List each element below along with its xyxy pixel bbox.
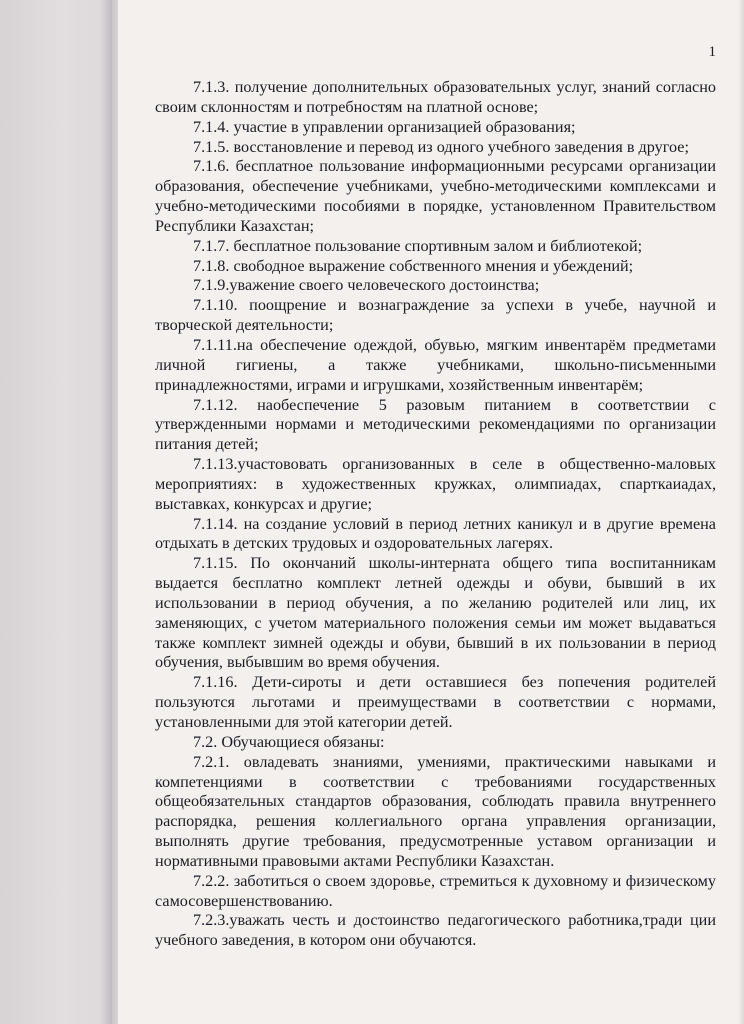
paragraph-7-1-14: 7.1.14. на создание условий в период летних каникул и в другие времена отдыхать в детских трудовых и оздоровательных лагерях. xyxy=(155,514,716,553)
paragraph-7-2-2: 7.2.2. заботиться о своем здоровье, стремиться к духовному и физическому самосовершенствованию. xyxy=(155,871,716,910)
paragraph-7-1-7: 7.1.7. бесплатное пользование спортивным залом и библиотекой; xyxy=(193,236,643,255)
paragraph-7-1-9: 7.1.9.уважение своего человеческого достоинства; xyxy=(193,276,540,295)
paragraph-7-2-1: 7.2.1. овладевать знаниями, умениями, практическими навыками и компетенциями в соответствии с требованиями государственных общеобязательных стандартов образования, соблюдать правила внутреннего распорядка, решения коллегиального органа управления организации, выполнять другие требования, предусмотренные уставом организации и нормативными правовыми актами Республики Казахстан. xyxy=(155,752,716,870)
paragraph-7-1-13: 7.1.13.участововать организованных в селе в общественно-маловых мероприятиях: в художественных кружках, олимпиадах, спарткаиадах, выставках, конкурсах и другие; xyxy=(155,455,716,513)
paragraph-7-1-8: 7.1.8. свободное выражение собственного мнения и убеждений; xyxy=(193,256,634,275)
paragraph-7-1-16: 7.1.16. Дети-сироты и дети оставшиеся без попечения родителей пользуются льготами и преимуществами в соответствии с нормами, установленными для этой категории детей. xyxy=(155,673,716,731)
paragraph-7-1-11: 7.1.11.на обеспечение одеждой, обувью, мягким инвентарём предметами личной гигиены, а также учебниками, школьно-письменными принадлежностями, играми и игрушками, хозяйственным инвентарём; xyxy=(155,335,716,394)
paragraph-7-1-6: 7.1.6. бесплатное пользование информационными ресурсами организации образования, обеспечение учебниками, учебно-методическими комплексами и учебно-методическими пособиями в порядке, установленном Правительством Республики Казахстан; xyxy=(155,157,716,235)
document-body xyxy=(155,78,716,951)
paragraph-7-1-4: 7.1.4. участие в управлении организацией образования; xyxy=(193,117,576,136)
page-number: 1 xyxy=(708,44,716,60)
paragraph-7-1-15: 7.1.15. По окончаний школы-интерната общего типа воспитанникам выдается бесплатно комплект летней одежды и обуви, бывший в их использовании в период обучения, а по желанию родителей или лиц, их заменяющих, с учетом материального положения семьи им может выдаваться также комплект зимней одежды и обуви, бывший в их пользовании в период обучения, выбывшим во время обучения. xyxy=(155,554,716,672)
paragraph-7-1-5: 7.1.5. восстановление и перевод из одного учебного заведения в другое; xyxy=(193,137,689,156)
paragraph-7-2-3: 7.2.3.уважать честь и достоинство педагогического работника,тради ции учебного заведения, в котором они обучаются. xyxy=(155,911,716,950)
paragraph-7-1-10: 7.1.10. поощрение и вознаграждение за успехи в учебе, научной и творческой деятельности; xyxy=(155,296,716,335)
paragraph-7-2: 7.2. Обучающиеся обязаны: xyxy=(193,732,385,751)
page-right-edge xyxy=(738,0,744,1024)
underlying-page xyxy=(0,0,112,1024)
paragraph-7-1-12: 7.1.12. наобеспечение 5 разовым питанием в соответствии с утвержденными нормами и методическими рекомендациями по организации питания детей; xyxy=(155,395,716,454)
paragraph-7-1-3: 7.1.3. получение дополнительных образовательных услуг, знаний согласно своим склонностям и потребностям на платной основе; xyxy=(155,78,716,116)
